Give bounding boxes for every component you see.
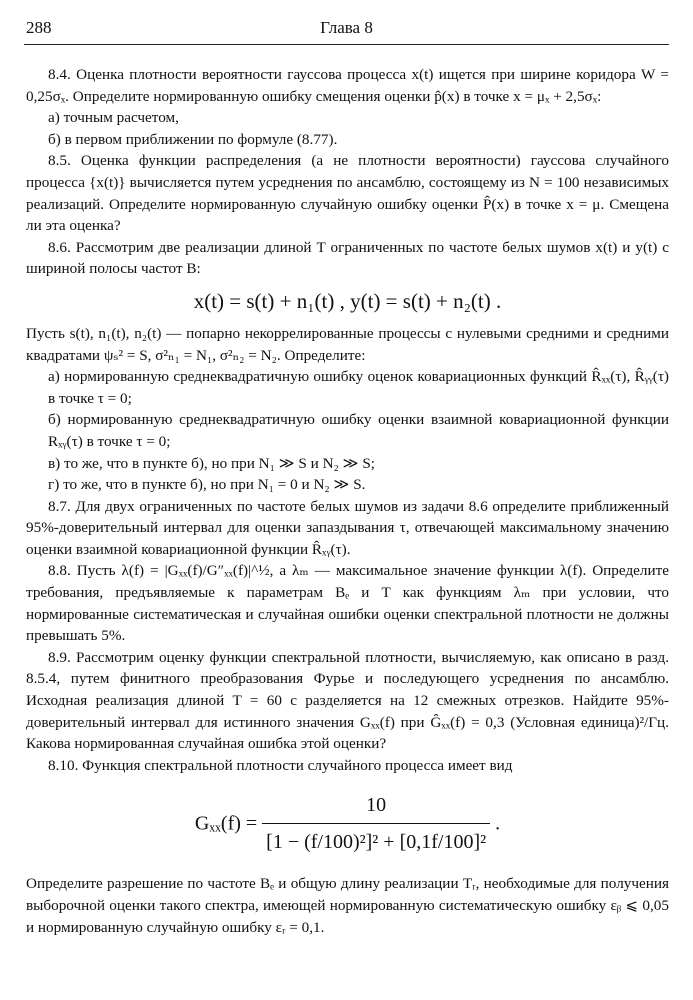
header-rule bbox=[24, 44, 669, 45]
problems-text bbox=[26, 64, 669, 938]
problem-8-9: 8.9. Рассмотрим оценку функции спектральной плотности, вычисляемую, как описано в разд. 8.5.4, путем финитного преобразования Фурье и последующего усреднения по ансамблю. Исходная реализация длиной T = 60 с разделяется на 12 смежных отрезков. Найдите 95%-доверительный интервал для истинного значения Gₓₓ(f) при Ĝₓₓ(f) = 0,3 (Условная единица)²/Гц. Какова нормированная случайная ошибка этой оценки? bbox=[26, 648, 669, 753]
formula-numerator: 10 bbox=[366, 794, 387, 817]
problem-8-7: 8.7. Для двух ограниченных по частоте белых шумов из задачи 8.6 определите приближенный 95%-доверительный интервал для оценки запаздывания τ, отвечающей максимальному значению оценки взаимной ковариационной функции R̂ₓᵧ(τ). bbox=[26, 497, 669, 558]
formula-fraction bbox=[262, 790, 490, 857]
problem-8-6-intro: 8.6. Рассмотрим две реализации длиной T ограниченных по частоте белых шумов x(t) и y(t) с шириной полосы частот B: bbox=[26, 238, 669, 278]
problem-8-6-a: а) нормированную среднеквадратичную ошибку оценок ковариационных функций R̂ₓₓ(τ), R̂ᵧᵧ(τ) в точке τ = 0; bbox=[48, 368, 669, 407]
problem-8-6-conditions: Пусть s(t), n₁(t), n₂(t) — попарно некоррелированные процессы с нулевыми средними и средними квадратами ψₛ² = S, σ²ₙ₁ = N₁, σ²ₙ₂ = N₂. Определите: bbox=[26, 324, 669, 364]
problem-8-4-a: а) точным расчетом, bbox=[48, 109, 179, 127]
formula-lhs: Gₓₓ(f) = bbox=[194, 812, 258, 835]
page-header bbox=[26, 18, 667, 40]
formula-denominator: [1 − (f/100)²]² + [0,1f/100]² bbox=[262, 823, 490, 857]
page-number: 288 bbox=[26, 18, 52, 37]
formula-period: . bbox=[495, 812, 501, 835]
problem-8-6-d: г) то же, что в пункте б), но при N₁ = 0 и N₂ ≫ S. bbox=[48, 476, 366, 494]
problem-8-6-equation: x(t) = s(t) + n₁(t) , y(t) = s(t) + n₂(t) . bbox=[193, 288, 502, 313]
problem-8-10-outro: Определите разрешение по частоте Bₑ и общую длину реализации Tᵣ, необходимые для получения выборочной оценки такого спектра, имеющей нормированную систематическую ошибку εᵦ ⩽ 0,05 и нормированную случайную ошибку εᵣ = 0,1. bbox=[26, 875, 669, 936]
problem-8-4: 8.4. Оценка плотности вероятности гауссова процесса x(t) ищется при ширине коридора W = 0,25σₓ. Определите нормированную ошибку смещения оценки p̂(x) в точке x = μₓ + 2,5σₓ: bbox=[26, 66, 669, 105]
problem-8-6-c: в) то же, что в пункте б), но при N₁ ≫ S и N₂ ≫ S; bbox=[48, 454, 376, 472]
chapter-title: Глава 8 bbox=[320, 18, 373, 37]
problem-8-4-b: б) в первом приближении по формуле (8.77). bbox=[48, 130, 338, 148]
problem-8-5: 8.5. Оценка функции распределения (а не плотности вероятности) гауссова случайного процесса {x(t)} вычисляется путем усреднения по ансамблю, состоящему из N = 100 независимых реализаций. Определите нормированную случайную ошибку оценки P̂(x) в точке x = μ. Смещена ли эта оценка? bbox=[26, 152, 669, 235]
problem-8-6-b: б) нормированную среднеквадратичную ошибку оценки взаимной ковариационной функции Rₓᵧ(τ) в точке τ = 0; bbox=[48, 411, 669, 450]
problem-8-10-intro: 8.10. Функция спектральной плотности случайного процесса имеет вид bbox=[48, 756, 513, 774]
problem-8-8: 8.8. Пусть λ(f) = |Gₓₓ(f)/G″ₓₓ(f)|^½, а λₘ — максимальное значение функции λ(f). Определите требования, предъявляемые к параметрам Bₑ и T как функциям λₘ при условии, что нормированные систематическая и случайная ошибки оценки спектральной плотности не должны превышать 5%. bbox=[26, 562, 669, 645]
spectral-density-formula bbox=[26, 790, 669, 857]
